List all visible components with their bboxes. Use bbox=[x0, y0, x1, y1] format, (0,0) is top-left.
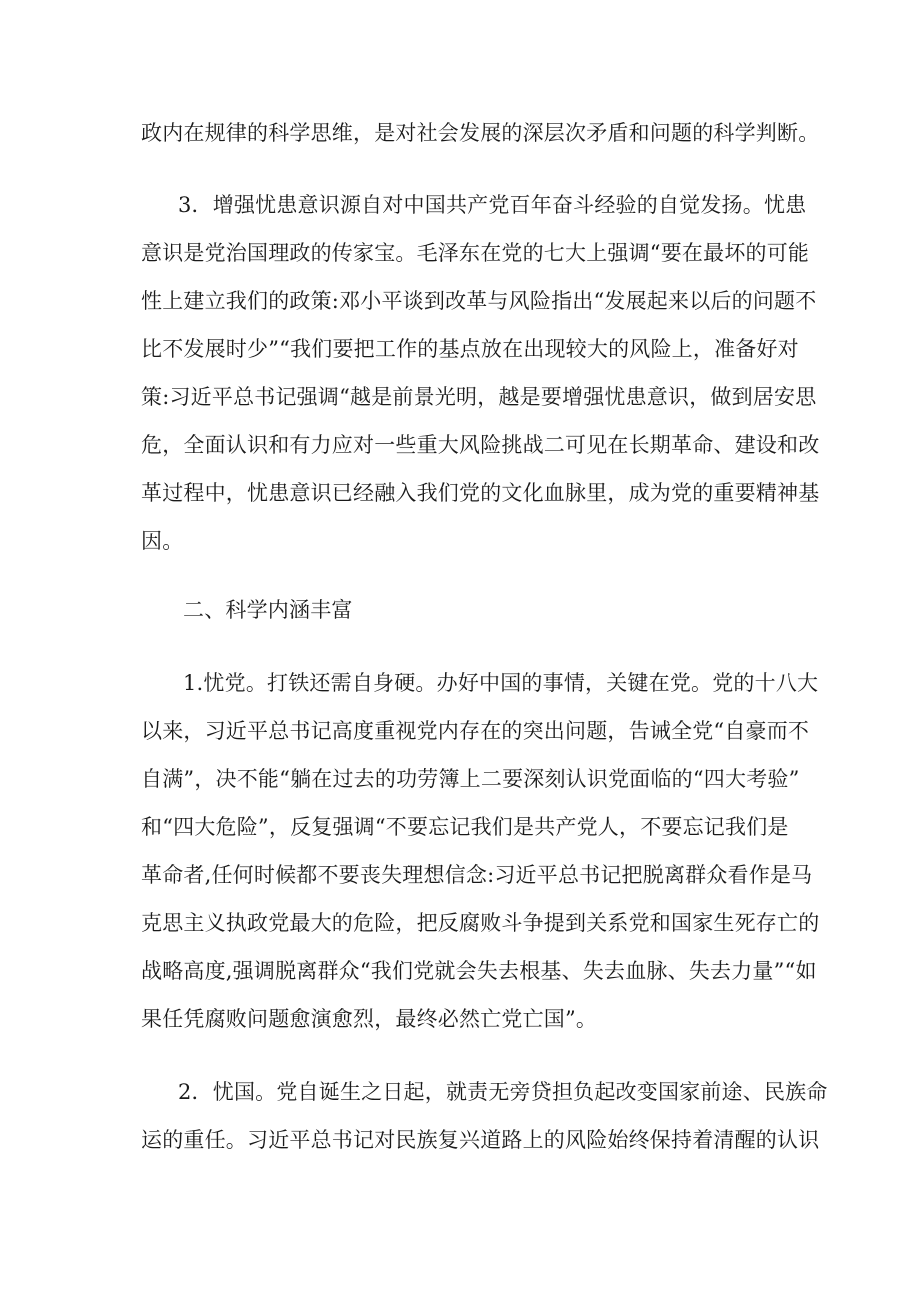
paragraph-line: 运的重任。习近平总书记对民族复兴道路上的风险始终保持着清醒的认识 bbox=[141, 1128, 820, 1152]
section-heading: 二、科学内涵丰富 bbox=[183, 598, 353, 622]
paragraph-line: 1.忧党。打铁还需自身硬。办好中国的事情，关键在党。党的十八大 bbox=[183, 671, 819, 695]
paragraph-line: 因。 bbox=[141, 529, 184, 553]
paragraph-line: 果任凭腐败问题愈演愈烈，最终必然亡党亡国”。 bbox=[141, 1007, 598, 1031]
paragraph-line: 战略高度,强调脱离群众“我们党就会失去根基、失去血脉、失去力量”“如 bbox=[141, 959, 817, 983]
paragraph-line: 和“四大危险”，反复强调“不要忘记我们是共产党人，不要忘记我们是 bbox=[141, 815, 789, 839]
paragraph-line: 革过程中，忧患意识已经融入我们党的文化血脉里，成为党的重要精神基 bbox=[141, 481, 820, 505]
paragraph-line: 以来，习近平总书记高度重视党内存在的突出问题，告诫全党“自豪而不 bbox=[141, 719, 810, 743]
paragraph-line: 性上建立我们的政策:邓小平谈到改革与风险指出“发展起来以后的问题不 bbox=[141, 289, 817, 313]
paragraph-line: 策:习近平总书记强调“越是前景光明，越是要增强忧患意识，做到居安思 bbox=[141, 385, 817, 409]
paragraph-line: 克思主义执政党最大的危险，把反腐败斗争提到关系党和国家生死存亡的 bbox=[141, 911, 820, 935]
paragraph-line: 3．增强忧患意识源自对中国共产党百年奋斗经验的自觉发扬。忧患 bbox=[178, 193, 807, 217]
paragraph-line: 2．忧国。党自诞生之日起，就责无旁贷担负起改变国家前途、民族命 bbox=[178, 1080, 828, 1104]
paragraph-line: 意识是党治国理政的传家宝。毛泽东在党的七大上强调“要在最坏的可能 bbox=[141, 241, 810, 265]
paragraph-line: 比不发展时少”“我们要把工作的基点放在出现较大的风险上，准备好对 bbox=[141, 337, 799, 361]
paragraph-line: 革命者,任何时候都不要丧失理想信念:习近平总书记把脱离群众看作是马 bbox=[141, 863, 813, 887]
paragraph-line: 危，全面认识和有力应对一些重大风险挑战二可见在长期革命、建设和改 bbox=[141, 433, 820, 457]
paragraph-line: 自满”，决不能“躺在过去的功劳簿上二要深刻认识党面临的“四大考验” bbox=[141, 767, 800, 791]
paragraph-line: 政内在规律的科学思维，是对社会发展的深层次矛盾和问题的科学判断。 bbox=[141, 121, 820, 145]
